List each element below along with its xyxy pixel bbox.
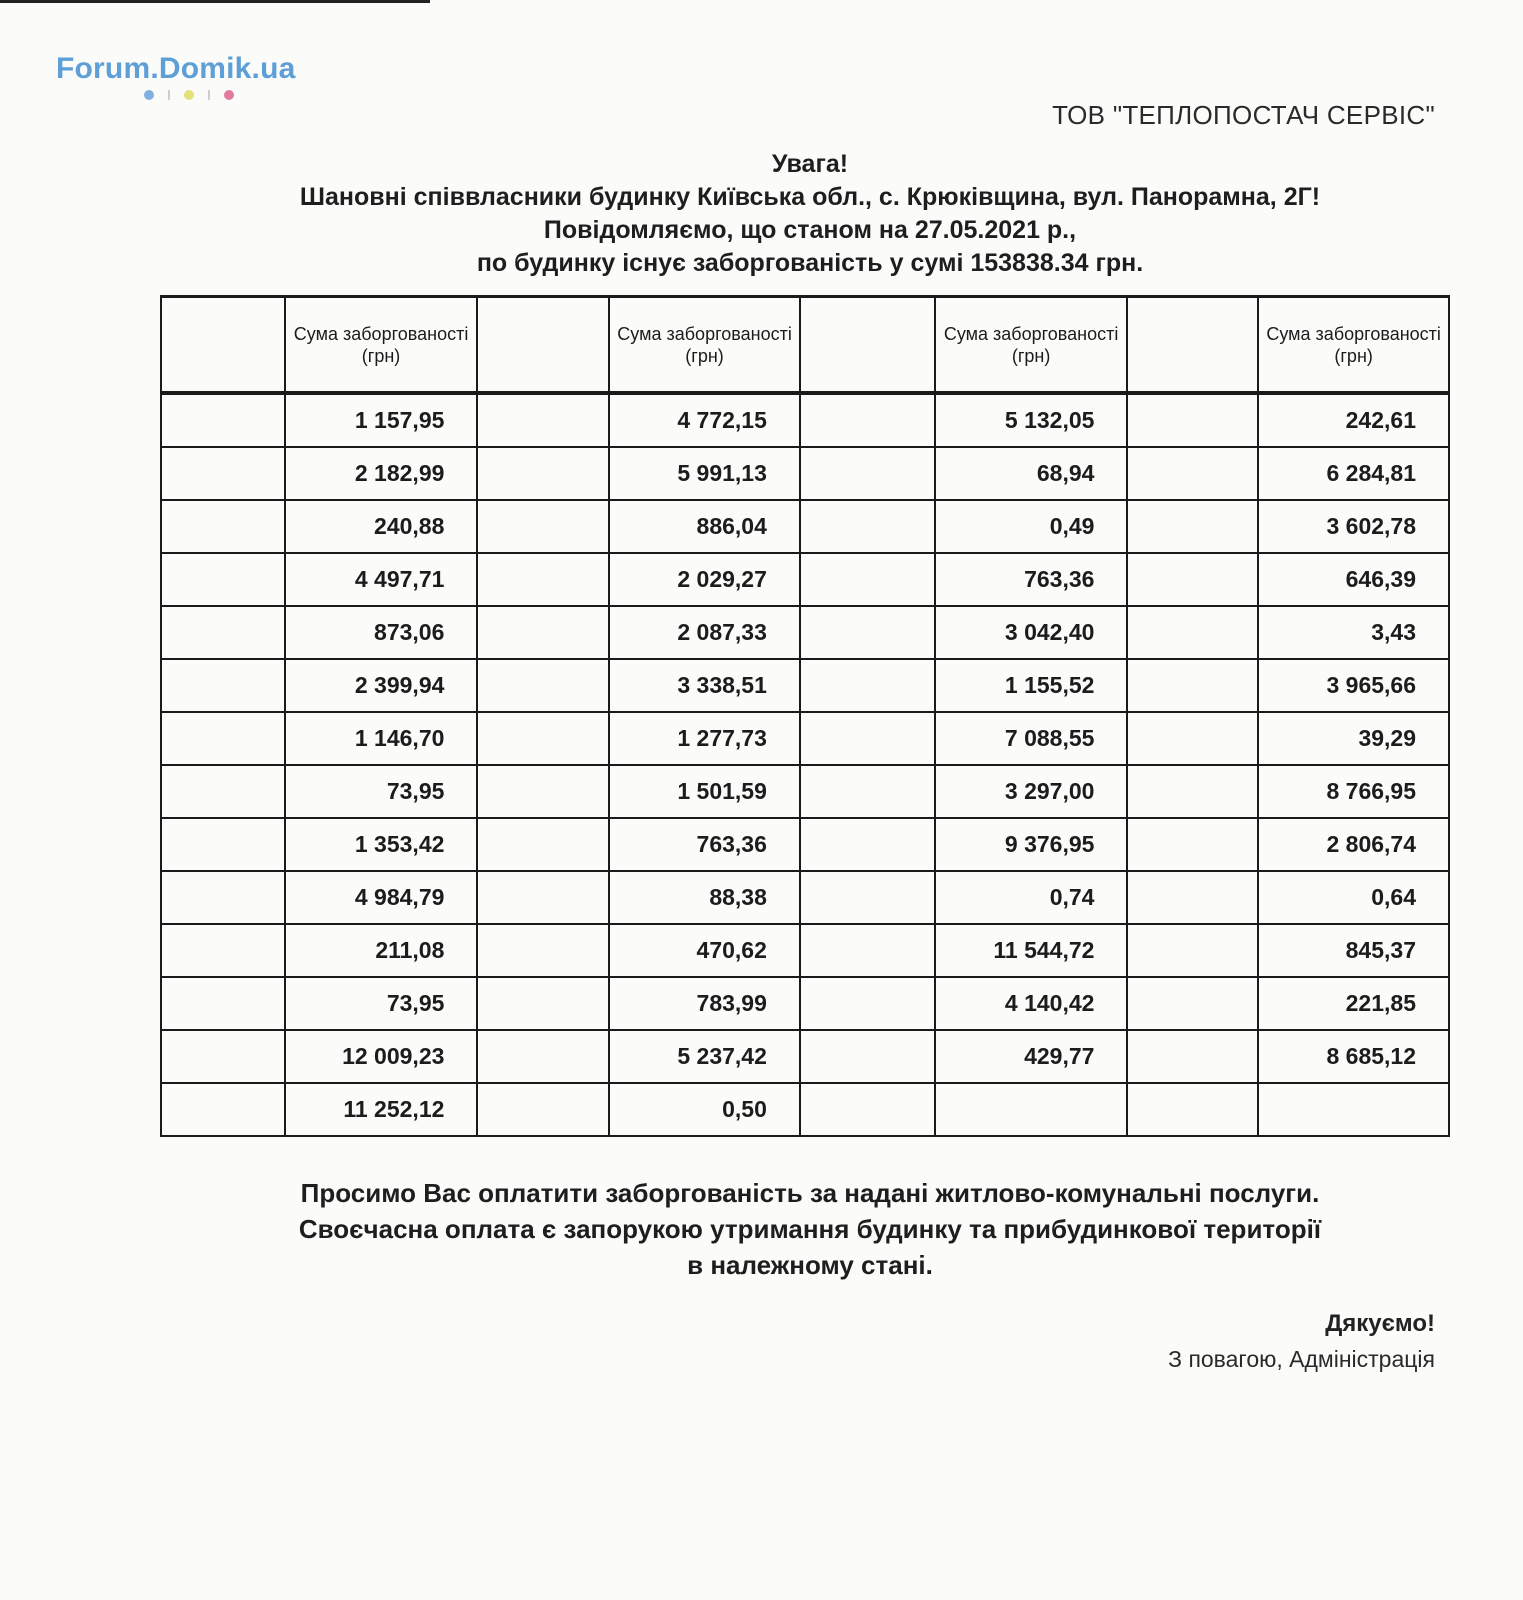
table-label-cell	[477, 818, 609, 871]
debt-amount-cell: 3 338,51	[609, 659, 800, 712]
debt-amount-cell: 9 376,95	[935, 818, 1128, 871]
table-header-cell-empty	[161, 297, 285, 394]
watermark-text: Forum.Domik.ua	[56, 52, 296, 85]
table-label-cell	[1127, 393, 1258, 447]
debt-amount-cell: 1 501,59	[609, 765, 800, 818]
table-label-cell	[161, 712, 285, 765]
table-label-cell	[477, 1083, 609, 1136]
debt-amount-cell: 1 157,95	[285, 393, 478, 447]
table-label-cell	[161, 765, 285, 818]
table-row	[161, 924, 1449, 977]
table-row	[161, 818, 1449, 871]
debt-amount-cell: 5 132,05	[935, 393, 1128, 447]
table-label-cell	[800, 765, 935, 818]
debt-amount-cell	[935, 1083, 1128, 1136]
debt-amount-cell: 242,61	[1258, 393, 1449, 447]
table-label-cell	[477, 1030, 609, 1083]
table-row	[161, 447, 1449, 500]
table-header-cell: Сума заборгованості (грн)	[1258, 297, 1449, 394]
table-label-cell	[161, 924, 285, 977]
table-label-cell	[1127, 447, 1258, 500]
table-label-cell	[477, 765, 609, 818]
watermark-dots	[144, 90, 296, 100]
table-label-cell	[800, 606, 935, 659]
debt-amount-cell: 0,50	[609, 1083, 800, 1136]
debt-amount-cell	[1258, 1083, 1449, 1136]
table-label-cell	[800, 500, 935, 553]
table-label-cell	[161, 447, 285, 500]
table-label-cell	[477, 977, 609, 1030]
table-label-cell	[477, 871, 609, 924]
debt-amount-cell: 2 399,94	[285, 659, 478, 712]
table-row	[161, 1083, 1449, 1136]
debt-amount-cell: 88,38	[609, 871, 800, 924]
table-label-cell	[800, 712, 935, 765]
table-row	[161, 977, 1449, 1030]
table-label-cell	[477, 447, 609, 500]
notice-total-debt: по будинку існує заборгованість у сумі 153838.34 грн.	[476, 249, 1144, 277]
debt-amount-cell: 240,88	[285, 500, 478, 553]
debt-amount-cell: 68,94	[935, 447, 1128, 500]
table-label-cell	[800, 818, 935, 871]
table-label-cell	[800, 447, 935, 500]
signature-text: З повагою, Адміністрація	[1168, 1346, 1435, 1372]
payment-request-line: Просимо Вас оплатити заборгованість за надані житлово-комунальні послуги.	[300, 1178, 1320, 1208]
table-label-cell	[161, 1083, 285, 1136]
table-label-cell	[1127, 1030, 1258, 1083]
table-label-cell	[800, 977, 935, 1030]
table-label-cell	[1127, 659, 1258, 712]
table-label-cell	[800, 659, 935, 712]
table-label-cell	[1127, 1083, 1258, 1136]
table-label-cell	[1127, 871, 1258, 924]
table-label-cell	[477, 606, 609, 659]
watermark-dot-blue	[144, 90, 154, 100]
debt-amount-cell: 0,64	[1258, 871, 1449, 924]
table-header-cell: Сума заборгованості (грн)	[935, 297, 1128, 394]
debt-amount-cell: 8 766,95	[1258, 765, 1449, 818]
debt-amount-cell: 2 029,27	[609, 553, 800, 606]
table-row	[161, 553, 1449, 606]
debt-amount-cell: 1 353,42	[285, 818, 478, 871]
table-row	[161, 606, 1449, 659]
table-row	[161, 765, 1449, 818]
debt-amount-cell: 763,36	[609, 818, 800, 871]
table-header-row	[161, 297, 1449, 394]
table-label-cell	[800, 1083, 935, 1136]
debt-amount-cell: 2 806,74	[1258, 818, 1449, 871]
table-label-cell	[161, 977, 285, 1030]
table-label-cell	[1127, 500, 1258, 553]
table-label-cell	[800, 393, 935, 447]
table-label-cell	[161, 818, 285, 871]
table-label-cell	[161, 1030, 285, 1083]
company-name: ТОВ "ТЕПЛОПОСТАЧ СЕРВІС"	[1052, 100, 1435, 130]
table-row	[161, 1030, 1449, 1083]
table-header-cell-empty	[800, 297, 935, 394]
debt-amount-cell: 646,39	[1258, 553, 1449, 606]
table-label-cell	[161, 606, 285, 659]
debt-amount-cell: 783,99	[609, 977, 800, 1030]
top-edge-line	[0, 0, 430, 3]
payment-request-line: в належному стані.	[687, 1250, 933, 1280]
debt-amount-cell: 845,37	[1258, 924, 1449, 977]
table-label-cell	[1127, 977, 1258, 1030]
table-label-cell	[161, 871, 285, 924]
table-label-cell	[1127, 553, 1258, 606]
table-label-cell	[161, 393, 285, 447]
debt-amount-cell: 11 252,12	[285, 1083, 478, 1136]
debt-table	[160, 295, 1450, 1137]
debt-amount-cell: 886,04	[609, 500, 800, 553]
table-row	[161, 712, 1449, 765]
debt-amount-cell: 873,06	[285, 606, 478, 659]
table-label-cell	[161, 553, 285, 606]
debt-amount-cell: 6 284,81	[1258, 447, 1449, 500]
debt-amount-cell: 1 277,73	[609, 712, 800, 765]
table-header-cell-empty	[1127, 297, 1258, 394]
table-label-cell	[1127, 606, 1258, 659]
table-row	[161, 659, 1449, 712]
table-label-cell	[1127, 712, 1258, 765]
watermark-dot-pink	[224, 90, 234, 100]
table-label-cell	[800, 1030, 935, 1083]
table-label-cell	[800, 553, 935, 606]
watermark-divider	[208, 90, 210, 100]
debt-amount-cell: 221,85	[1258, 977, 1449, 1030]
debt-amount-cell: 4 984,79	[285, 871, 478, 924]
table-row	[161, 393, 1449, 447]
watermark-dot-yellow	[184, 90, 194, 100]
table-header-cell: Сума заборгованості (грн)	[609, 297, 800, 394]
debt-amount-cell: 470,62	[609, 924, 800, 977]
debt-amount-cell: 4 772,15	[609, 393, 800, 447]
debt-amount-cell: 429,77	[935, 1030, 1128, 1083]
forum-watermark	[56, 52, 296, 100]
debt-amount-cell: 0,49	[935, 500, 1128, 553]
notice-date-line: Повідомляємо, що станом на 27.05.2021 р.,	[543, 216, 1077, 244]
debt-amount-cell: 73,95	[285, 977, 478, 1030]
debt-amount-cell: 4 140,42	[935, 977, 1128, 1030]
debt-amount-cell: 1 146,70	[285, 712, 478, 765]
watermark-divider	[168, 90, 170, 100]
debt-amount-cell: 763,36	[935, 553, 1128, 606]
debt-amount-cell: 1 155,52	[935, 659, 1128, 712]
debt-amount-cell: 3 297,00	[935, 765, 1128, 818]
table-header-cell-empty	[477, 297, 609, 394]
table-label-cell	[161, 500, 285, 553]
debt-amount-cell: 8 685,12	[1258, 1030, 1449, 1083]
debt-amount-cell: 73,95	[285, 765, 478, 818]
debt-amount-cell: 0,74	[935, 871, 1128, 924]
debt-amount-cell: 39,29	[1258, 712, 1449, 765]
debt-amount-cell: 3,43	[1258, 606, 1449, 659]
payment-request	[150, 1175, 1470, 1283]
debt-amount-cell: 211,08	[285, 924, 478, 977]
table-label-cell	[1127, 818, 1258, 871]
debt-amount-cell: 3 042,40	[935, 606, 1128, 659]
table-row	[161, 871, 1449, 924]
debt-amount-cell: 12 009,23	[285, 1030, 478, 1083]
table-label-cell	[1127, 765, 1258, 818]
thanks-text: Дякуємо!	[1325, 1310, 1435, 1337]
table-label-cell	[477, 393, 609, 447]
debt-amount-cell: 2 087,33	[609, 606, 800, 659]
debt-amount-cell: 2 182,99	[285, 447, 478, 500]
table-label-cell	[477, 924, 609, 977]
debt-amount-cell: 3 602,78	[1258, 500, 1449, 553]
debt-amount-cell: 5 237,42	[609, 1030, 800, 1083]
table-label-cell	[800, 924, 935, 977]
table-label-cell	[477, 712, 609, 765]
table-label-cell	[161, 659, 285, 712]
debt-amount-cell: 11 544,72	[935, 924, 1128, 977]
debt-amount-cell: 7 088,55	[935, 712, 1128, 765]
debt-amount-cell: 3 965,66	[1258, 659, 1449, 712]
notice-title: Увага!	[771, 150, 849, 178]
notice-heading	[150, 148, 1470, 280]
table-row	[161, 500, 1449, 553]
table-label-cell	[1127, 924, 1258, 977]
debt-amount-cell: 4 497,71	[285, 553, 478, 606]
debt-amount-cell: 5 991,13	[609, 447, 800, 500]
table-label-cell	[477, 659, 609, 712]
notice-addressee: Шановні співвласники будинку Київська обл., с. Крюківщина, вул. Панорамна, 2Г!	[299, 183, 1321, 211]
table-header-cell: Сума заборгованості (грн)	[285, 297, 478, 394]
payment-request-line: Своєчасна оплата є запорукою утримання будинку та прибудинкової території	[298, 1214, 1322, 1244]
table-label-cell	[800, 871, 935, 924]
table-label-cell	[477, 500, 609, 553]
table-label-cell	[477, 553, 609, 606]
